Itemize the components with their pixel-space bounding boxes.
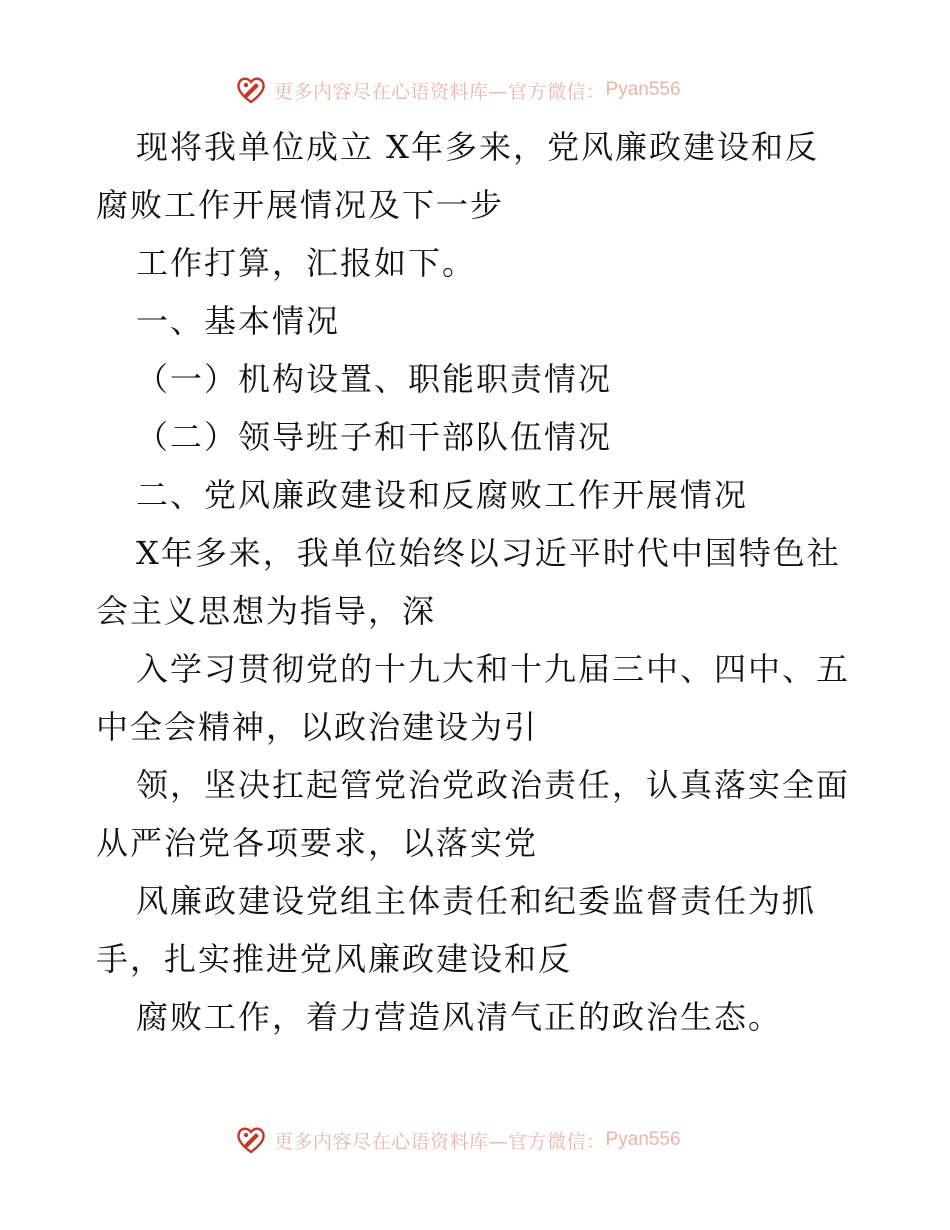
- paragraph-line: 腐败工作，着力营造风清气正的政治生态。: [136, 998, 783, 1036]
- section-heading: 二、党风廉政建设和反腐败工作开展情况: [136, 476, 749, 514]
- paragraph-line: 手，扎实推进党风廉政建设和反: [96, 940, 573, 978]
- paragraph-line: 从严治党各项要求，以落实党: [96, 824, 539, 862]
- paragraph-line: 风廉政建设党组主体责任和纪委监督责任为抓: [136, 882, 817, 920]
- watermark-text: 更多内容尽在心语资料库—官方微信：: [274, 1130, 606, 1153]
- watermark-wechat-id: Pyan556: [605, 1129, 681, 1150]
- paragraph-line: 中全会精神，以政治建设为引: [96, 708, 539, 746]
- paragraph-line: 入学习贯彻党的十九大和十九届三中、四中、五: [136, 650, 851, 688]
- heart-pen-logo-icon: [234, 73, 268, 107]
- paragraph-line: 现将我单位成立 X年多来，党风廉政建设和反: [136, 128, 819, 166]
- paragraph-line: 会主义思想为指导，深: [96, 592, 437, 630]
- subsection-heading: （一）机构设置、职能职责情况: [136, 360, 613, 398]
- watermark-footer: [234, 1122, 681, 1158]
- subsection-heading: （二）领导班子和干部队伍情况: [136, 418, 613, 456]
- heart-pen-logo-icon: [234, 1123, 268, 1157]
- paragraph-line: X年多来，我单位始终以习近平时代中国特色社: [136, 534, 841, 572]
- document-body: [96, 118, 856, 1046]
- watermark-wechat-id: Pyan556: [605, 79, 681, 100]
- paragraph-line: 腐败工作开展情况及下一步: [96, 186, 505, 224]
- paragraph-line: 领，坚决扛起管党治党政治责任，认真落实全面: [136, 766, 851, 804]
- section-heading: 一、基本情况: [136, 302, 341, 340]
- watermark-text: 更多内容尽在心语资料库—官方微信：: [274, 80, 606, 103]
- paragraph-line: 工作打算，汇报如下。: [136, 244, 477, 282]
- watermark-header: [234, 72, 681, 108]
